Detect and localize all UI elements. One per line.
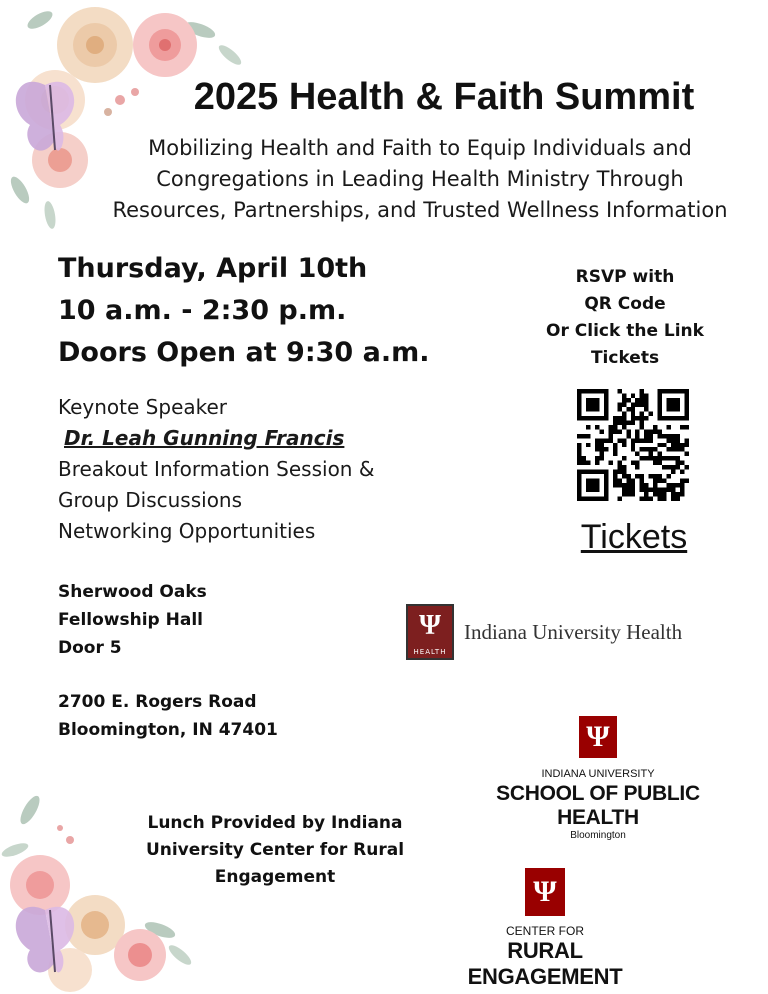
sph-university: INDIANA UNIVERSITY xyxy=(541,768,655,780)
iu-health-mark xyxy=(406,604,454,660)
address-line: 2700 E. Rogers Road xyxy=(58,692,257,712)
summit-subtitle xyxy=(80,133,760,226)
lunch-line: University Center for Rural xyxy=(145,840,405,860)
venue-line: Fellowship Hall xyxy=(58,610,203,630)
event-details xyxy=(58,392,374,547)
subtitle-line: Mobilizing Health and Faith to Equip Individuals and xyxy=(148,136,692,160)
cre-center-label: CENTER FOR xyxy=(506,924,584,938)
iu-health-logo xyxy=(406,602,682,662)
sph-school-name: SCHOOL OF PUBLIC HEALTH xyxy=(496,782,700,829)
iu-trident-icon: Ψ xyxy=(525,868,565,916)
venue-line: Door 5 xyxy=(58,638,122,658)
lunch-line: Engagement xyxy=(214,867,336,887)
venue-line: Sherwood Oaks xyxy=(58,582,207,602)
sph-city: Bloomington xyxy=(570,830,626,841)
rsvp-instructions xyxy=(530,264,720,372)
lunch-line: Lunch Provided by Indiana xyxy=(147,813,403,833)
event-datetime xyxy=(58,248,429,374)
keynote-speaker: Dr. Leah Gunning Francis xyxy=(64,426,345,450)
rsvp-qr-code[interactable] xyxy=(577,389,689,501)
breakout-line: Breakout Information Session & xyxy=(58,457,375,481)
rsvp-line: QR Code xyxy=(584,294,666,314)
tickets-link[interactable]: Tickets xyxy=(580,518,688,556)
center-for-rural-engagement-logo xyxy=(430,868,660,990)
rsvp-line: RSVP with xyxy=(575,267,675,287)
iu-health-name: Indiana University Health xyxy=(464,619,683,644)
page-title: 2025 Health & Faith Summit xyxy=(193,76,695,118)
subtitle-line: Congregations in Leading Health Ministry Through xyxy=(156,167,684,191)
networking-line: Networking Opportunities xyxy=(58,519,316,543)
rsvp-line: Or Click the Link xyxy=(546,321,704,341)
address-line: Bloomington, IN 47401 xyxy=(58,720,278,740)
iu-trident-icon: Ψ xyxy=(419,610,441,641)
iu-trident-icon: Ψ xyxy=(579,716,617,758)
doors-open: Doors Open at 9:30 a.m. xyxy=(58,337,430,368)
iu-health-box-label: HEALTH xyxy=(413,648,447,656)
breakout-line: Group Discussions xyxy=(58,488,243,512)
venue xyxy=(58,578,207,662)
subtitle-line: Resources, Partnerships, and Trusted Wellness Information xyxy=(112,198,728,222)
rsvp-line: Tickets xyxy=(590,348,660,368)
keynote-label: Keynote Speaker xyxy=(58,395,228,419)
lunch-note xyxy=(130,810,420,891)
event-time: 10 a.m. - 2:30 p.m. xyxy=(58,295,347,326)
cre-name: RURAL ENGAGEMENT xyxy=(467,938,623,989)
event-date: Thursday, April 10th xyxy=(58,253,368,284)
school-of-public-health-logo xyxy=(468,716,728,841)
address xyxy=(58,688,278,744)
